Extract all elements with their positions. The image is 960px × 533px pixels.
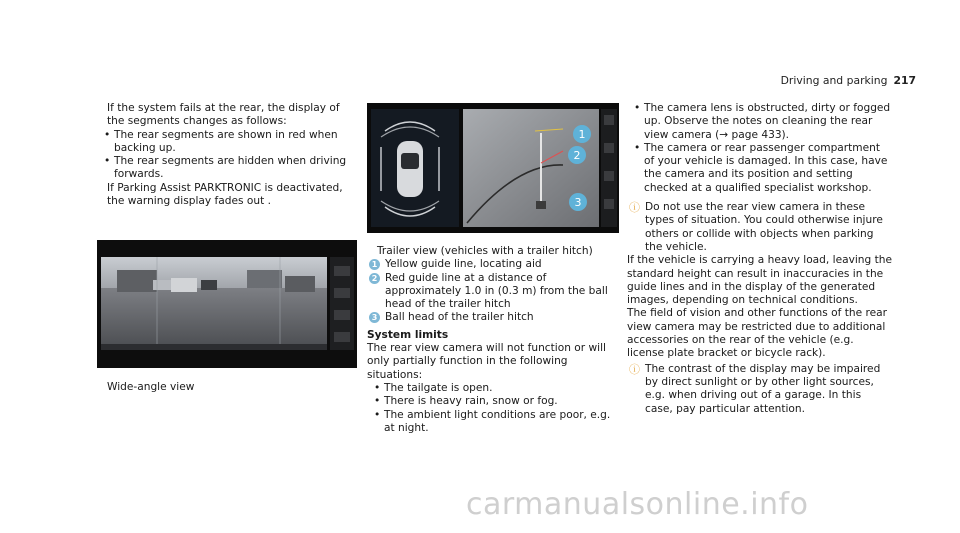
watermark: carmanualsonline.info: [466, 487, 809, 522]
wide-angle-camera-picture: [97, 240, 357, 368]
list-item-text: The camera lens is obstructed, dirty or fogged up. Observe the notes on cleaning the rear view camera (→ page 433).: [644, 102, 891, 141]
bullet-icon: •: [104, 128, 111, 141]
bullet-icon: •: [374, 408, 381, 421]
note-text: Do not use the rear view camera in these types of situation. You could otherwise injure others or collide with objects when parking the vehicle.: [645, 201, 883, 253]
list-item-text: There is heavy rain, snow or fog.: [384, 395, 558, 408]
limits-bullet-list-continued: [627, 102, 892, 195]
section-heading: System limits: [367, 328, 449, 341]
legend-number: 3: [369, 312, 380, 323]
parktronic-paragraph: If Parking Assist PARKTRONIC is deactivated, the warning display fades out .: [107, 181, 343, 208]
list-item: [97, 129, 357, 156]
legend-item: [367, 311, 622, 324]
page-number: 217: [893, 74, 916, 87]
legend-text: Ball head of the trailer hitch: [385, 311, 534, 324]
intro-paragraph: If the system fails at the rear, the display of the segments changes as follows:: [107, 102, 340, 128]
legend-text: Red guide line at a distance of approximately 1.0 in (0.3 m) from the ball head of the trailer hitch: [385, 271, 608, 311]
list-item-text: The camera or rear passenger compartment of your vehicle is damaged. In this case, have the camera and its position and setting checked at a qualified specialist workshop.: [644, 141, 888, 194]
bullet-icon: •: [374, 381, 381, 394]
trailer-camera-picture: [367, 103, 619, 233]
limits-bullet-list: [367, 382, 622, 435]
list-item: [627, 142, 892, 195]
note-text: The contrast of the display may be impaired by direct sunlight or by other light sources, e.g. when driving out of a garage. In this case, pay particular attention.: [645, 362, 881, 415]
callout-label: 3: [574, 196, 582, 209]
list-item-text: The rear segments are hidden when driving forwards.: [114, 155, 347, 181]
list-item: [367, 395, 622, 408]
figure-caption: Trailer view (vehicles with a trailer hitch): [377, 245, 593, 257]
list-item-text: The ambient light conditions are poor, e.g. at night.: [384, 408, 611, 434]
legend-number: 1: [369, 259, 380, 270]
legend-item: [367, 272, 622, 312]
section-title: Driving and parking: [780, 74, 888, 87]
note: [627, 201, 892, 254]
list-item-text: The rear segments are shown in red when backing up.: [114, 128, 338, 154]
figure-caption: Wide-angle view: [107, 381, 195, 393]
wide-angle-view-image: [97, 240, 357, 368]
bullet-icon: •: [634, 102, 641, 114]
callout-label: 2: [573, 149, 581, 162]
field-of-vision-paragraph: The field of vision and other functions of the rear view camera may be restricted due to additional accessories on the rear of the vehicle (e.g. license plate bracket or bicycle rack).: [627, 307, 887, 360]
list-item: [367, 409, 622, 436]
legend-text: Yellow guide line, locating aid: [385, 258, 542, 271]
column-middle: [367, 245, 622, 435]
page-header: [781, 74, 916, 87]
callout-label: 1: [578, 128, 586, 141]
info-icon: ⓘ: [629, 201, 640, 215]
wide-angle-caption-block: [97, 381, 357, 394]
legend-number: 2: [369, 273, 380, 284]
note: [627, 363, 892, 416]
list-item: [367, 382, 622, 395]
bullet-icon: •: [374, 395, 381, 408]
trailer-view-image: [367, 103, 619, 233]
heavy-load-paragraph: If the vehicle is carrying a heavy load, leaving the standard height can result in inaccuracies in the guide lines and in the display of the generated images, depending on technical conditions.: [627, 254, 892, 307]
column-left: [97, 102, 357, 208]
info-icon: ⓘ: [629, 362, 640, 376]
list-item-text: The tailgate is open.: [384, 381, 493, 394]
bullet-icon: •: [104, 155, 111, 168]
failure-bullet-list: [97, 129, 357, 182]
legend-item: [367, 258, 622, 271]
bullet-icon: •: [634, 141, 641, 154]
list-item: [627, 102, 892, 142]
system-limits-paragraph: The rear view camera will not function or will only partially function in the following situations:: [367, 342, 606, 381]
list-item: [97, 155, 357, 182]
column-right: [627, 102, 892, 416]
